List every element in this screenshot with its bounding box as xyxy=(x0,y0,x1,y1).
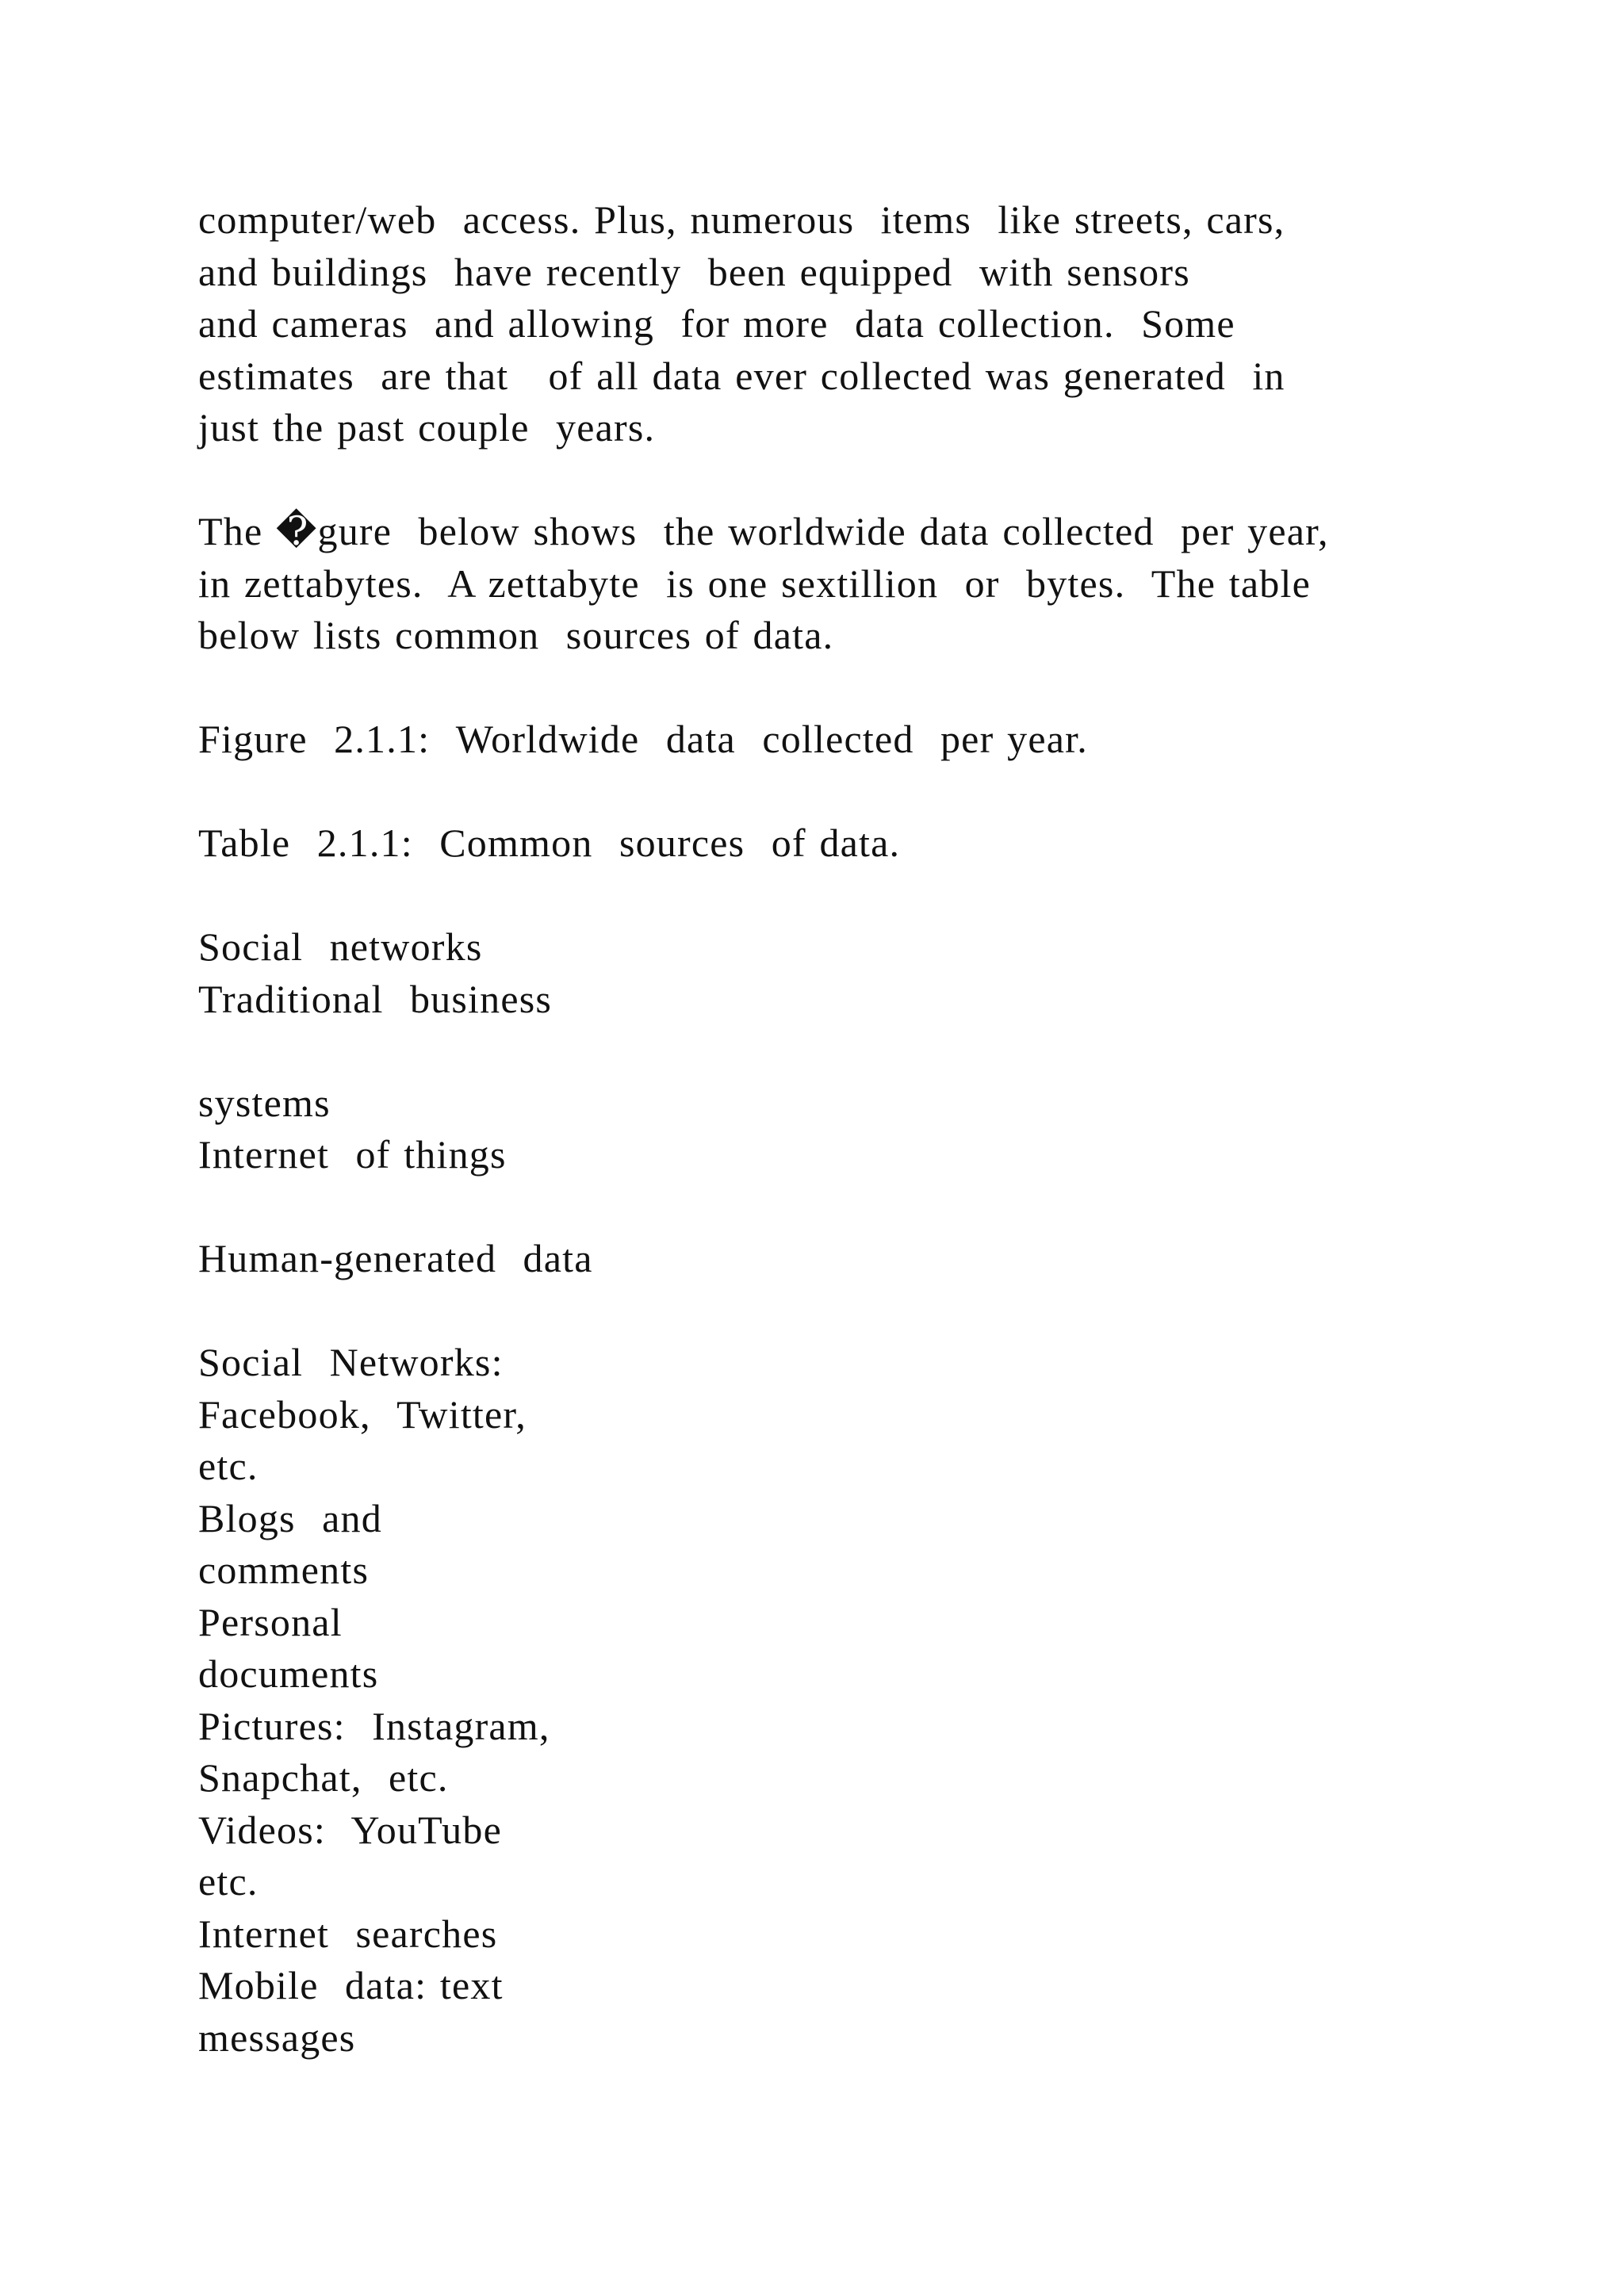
list-item: etc. xyxy=(198,1859,259,1904)
text-line: estimates are that of all data ever collected was generated in xyxy=(198,353,1285,398)
document-body xyxy=(198,194,1435,2064)
table-header-internet-of-things: Internet of things xyxy=(198,1132,507,1177)
spacer xyxy=(198,454,1435,507)
text-line: The �gure below shows the worldwide data collected per year, xyxy=(198,509,1329,553)
list-item: Snapchat, etc. xyxy=(198,1755,449,1800)
list-item: Mobile data: text xyxy=(198,1963,504,2007)
text-line: just the past couple years. xyxy=(198,405,656,450)
list-item: messages xyxy=(198,2015,356,2060)
text-line: below lists common sources of data. xyxy=(198,613,834,657)
spacer xyxy=(198,662,1435,714)
text-line: computer/web access. Plus, numerous items like streets, cars, xyxy=(198,197,1285,242)
table-caption: Table 2.1.1: Common sources of data. xyxy=(198,821,901,865)
figure-intro-paragraph xyxy=(198,506,1435,662)
spacer xyxy=(198,766,1435,818)
table-headers xyxy=(198,921,1435,1181)
list-item: Videos: YouTube xyxy=(198,1807,502,1852)
spacer xyxy=(198,1285,1435,1337)
list-item: Facebook, Twitter, xyxy=(198,1391,527,1437)
list-item: etc. xyxy=(198,1444,259,1488)
text-line: and cameras and allowing for more data collection. Some xyxy=(198,301,1235,346)
list-item: comments xyxy=(198,1548,370,1592)
table-items-list xyxy=(198,1337,1435,2064)
list-item: Personal xyxy=(198,1599,343,1644)
list-item: Social Networks: xyxy=(198,1340,504,1384)
list-item: documents xyxy=(198,1651,379,1696)
list-item: Blogs and xyxy=(198,1495,382,1540)
intro-paragraph xyxy=(198,194,1435,454)
table-header-social-networks: Social networks xyxy=(198,924,483,969)
table-subheading: Human-generated data xyxy=(198,1236,593,1280)
list-item: Pictures: Instagram, xyxy=(198,1703,550,1748)
text-line: in zettabytes. A zettabyte is one sextillion or bytes. The table xyxy=(198,561,1311,606)
table-header-traditional-business: Traditional business xyxy=(198,976,553,1021)
text-line: and buildings have recently been equipped with sensors xyxy=(198,249,1190,294)
spacer xyxy=(198,1025,1435,1077)
table-header-systems: systems xyxy=(198,1080,331,1125)
spacer xyxy=(198,870,1435,922)
list-item: Internet searches xyxy=(198,1911,498,1956)
figure-caption: Figure 2.1.1: Worldwide data collected per year. xyxy=(198,717,1088,761)
spacer xyxy=(198,1181,1435,1234)
